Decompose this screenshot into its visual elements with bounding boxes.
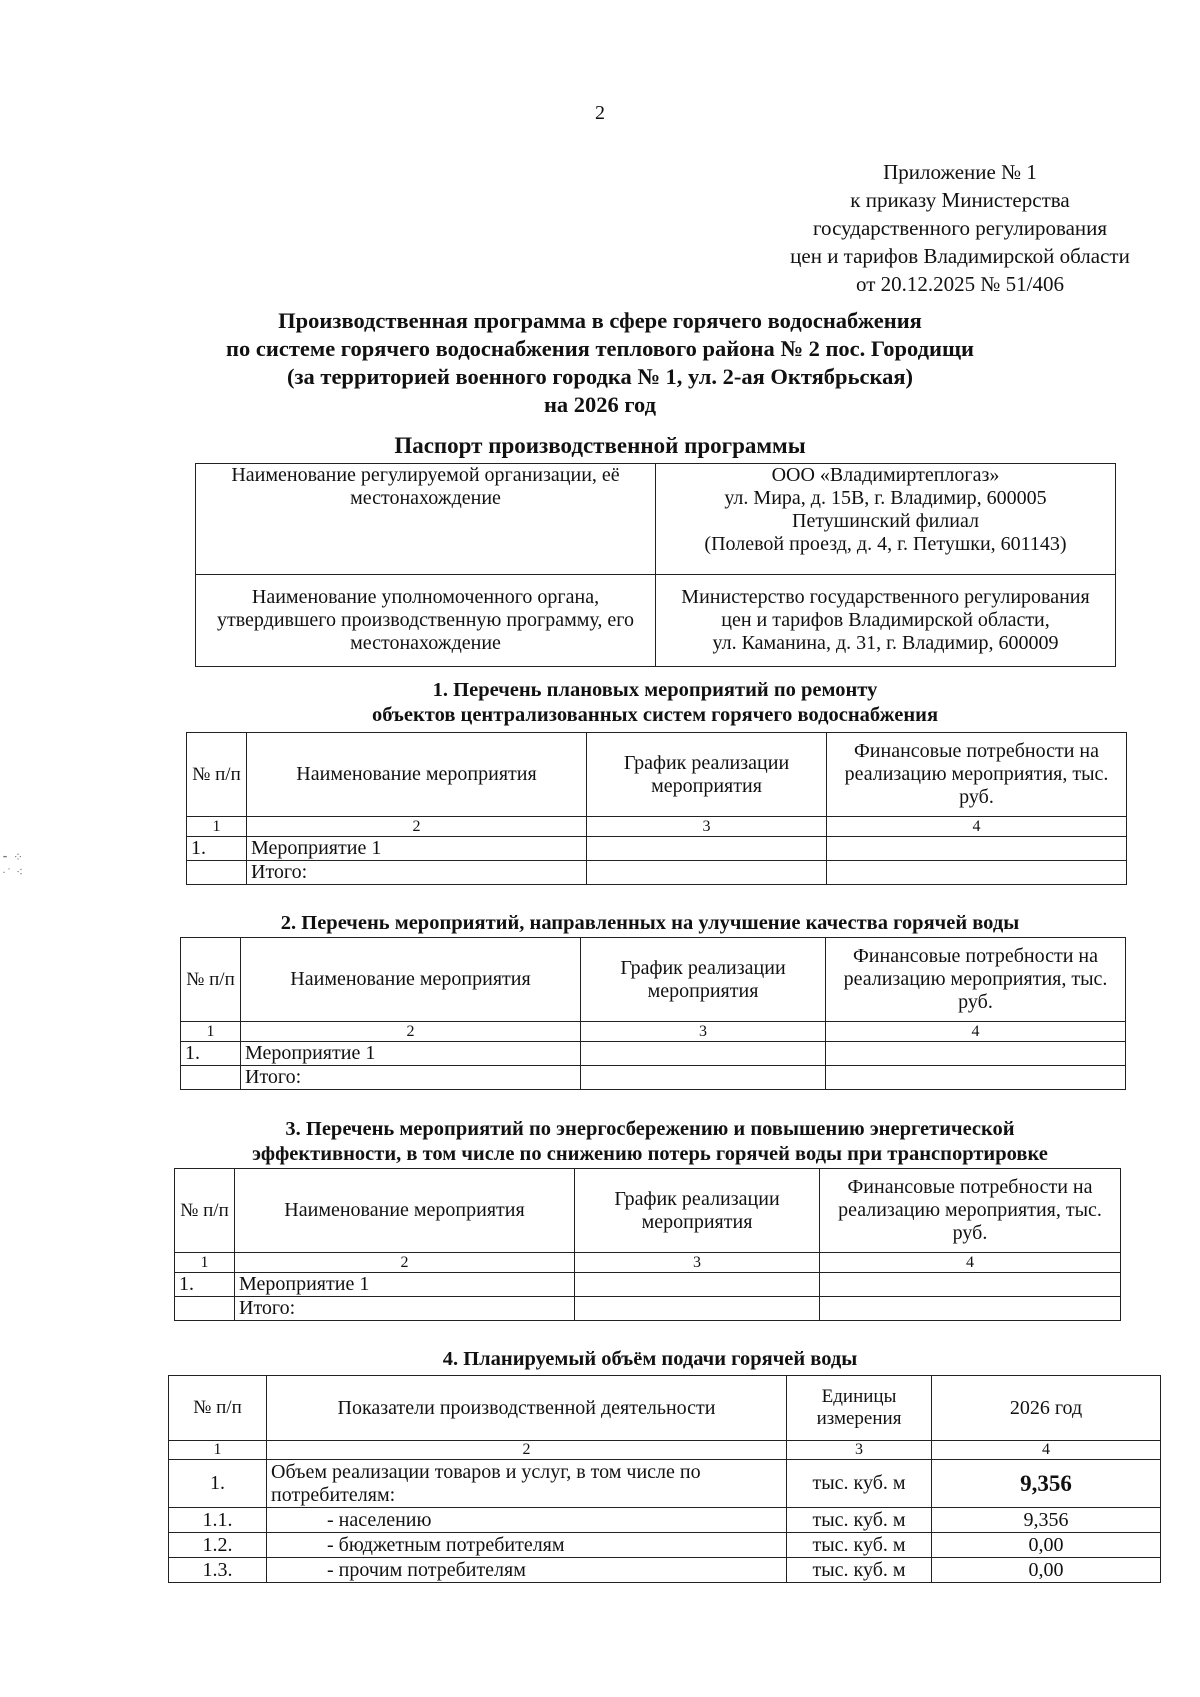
row-schedule	[587, 837, 827, 861]
passport-row	[196, 575, 1116, 667]
col-index: 4	[827, 817, 1127, 837]
col-header-finance: Финансовые потребности на реализацию мероприятия, тыс. руб.	[820, 1169, 1121, 1253]
col-index: 1	[169, 1441, 267, 1460]
passport-label: Наименование регулируемой организации, её местонахождение	[196, 464, 656, 575]
title-line: по системе горячего водоснабжения теплового района № 2 пос. Городищи	[226, 336, 974, 361]
section-title-line: 3. Перечень мероприятий по энергосбережению и повышению энергетической	[285, 1118, 1015, 1140]
table-header-row	[187, 733, 1127, 817]
row-value: 0,00	[932, 1558, 1161, 1583]
row-finance	[827, 861, 1127, 885]
row-finance	[820, 1297, 1121, 1321]
col-header-indicator: Показатели производственной деятельности	[267, 1376, 787, 1441]
row-schedule	[581, 1066, 826, 1090]
col-index: 2	[247, 817, 587, 837]
section-title-line: 2. Перечень мероприятий, направленных на улучшение качества горячей воды	[280, 912, 1020, 934]
row-schedule	[587, 861, 827, 885]
row-total-label: Итого:	[241, 1066, 581, 1090]
col-index: 3	[787, 1441, 932, 1460]
row-num: 1.2.	[169, 1533, 267, 1558]
row-unit: тыс. куб. м	[787, 1508, 932, 1533]
col-index: 3	[587, 817, 827, 837]
row-value: 9,356	[932, 1460, 1161, 1508]
col-header-name: Наименование мероприятия	[235, 1169, 575, 1253]
row-value: 9,356	[932, 1508, 1161, 1533]
appendix-header	[740, 158, 1180, 298]
col-index: 4	[826, 1022, 1126, 1042]
row-finance	[827, 837, 1127, 861]
passport-value-line: ул. Каманина, д. 31, г. Владимир, 600009	[712, 632, 1059, 654]
col-header-finance: Финансовые потребности на реализацию мероприятия, тыс. руб.	[827, 733, 1127, 817]
row-num	[175, 1297, 235, 1321]
row-total-label: Итого:	[235, 1297, 575, 1321]
title-line: Производственная программа в сфере горячего водоснабжения	[278, 308, 922, 333]
col-index: 2	[241, 1022, 581, 1042]
section-title-line: эффективности, в том числе по снижению потерь горячей воды при транспортировке	[252, 1143, 1048, 1165]
section-3-title	[150, 1117, 1150, 1167]
col-header-schedule: График реализации мероприятия	[575, 1169, 820, 1253]
row-schedule	[581, 1042, 826, 1066]
table-row	[169, 1533, 1161, 1558]
row-total-label: Итого:	[247, 861, 587, 885]
passport-value-line: ООО «Владимиртеплогаз»	[771, 464, 1000, 486]
passport-value-line: ул. Мира, д. 15В, г. Владимир, 600005	[724, 487, 1047, 509]
table-row	[169, 1558, 1161, 1583]
col-header-name: Наименование мероприятия	[247, 733, 587, 817]
col-header-unit: Единицы измерения	[787, 1376, 932, 1441]
col-index: 4	[820, 1253, 1121, 1273]
col-header-schedule: График реализации мероприятия	[581, 938, 826, 1022]
title-line: (за территорией военного городка № 1, ул. 2-ая Октябрьская)	[286, 364, 913, 389]
passport-label: Наименование уполномоченного органа, утвердившего производственную программу, его местонахождение	[196, 575, 656, 667]
col-index: 3	[575, 1253, 820, 1273]
title-line: на 2026 год	[543, 392, 657, 417]
col-header-year: 2026 год	[932, 1376, 1161, 1441]
col-index: 1	[175, 1253, 235, 1273]
row-schedule	[575, 1297, 820, 1321]
row-indicator: - бюджетным потребителям	[267, 1533, 787, 1558]
section-2-table	[180, 937, 1126, 1090]
appendix-line: государственного регулирования	[812, 216, 1108, 240]
row-num: 1.	[181, 1042, 241, 1066]
row-name: Мероприятие 1	[247, 837, 587, 861]
table-row	[169, 1460, 1161, 1508]
row-num: 1.	[187, 837, 247, 861]
table-header-row	[175, 1169, 1121, 1253]
table-row	[175, 1273, 1121, 1297]
section-4-table	[168, 1375, 1161, 1583]
table-header-row	[181, 938, 1126, 1022]
col-header-num: № п/п	[169, 1376, 267, 1441]
col-header-num: № п/п	[175, 1169, 235, 1253]
appendix-line: к приказу Министерства	[850, 188, 1070, 212]
column-index-row	[187, 817, 1127, 837]
row-unit: тыс. куб. м	[787, 1558, 932, 1583]
appendix-line: цен и тарифов Владимирской области	[790, 244, 1130, 268]
passport-value-line: Петушинский филиал	[792, 510, 979, 532]
row-indicator: - прочим потребителям	[267, 1558, 787, 1583]
col-header-name: Наименование мероприятия	[241, 938, 581, 1022]
row-finance	[826, 1042, 1126, 1066]
row-finance	[820, 1273, 1121, 1297]
row-name: Мероприятие 1	[241, 1042, 581, 1066]
section-title-line: 1. Перечень плановых мероприятий по ремонту	[432, 679, 878, 701]
passport-table	[195, 463, 1116, 667]
section-1-table	[186, 732, 1127, 885]
row-num	[181, 1066, 241, 1090]
col-header-schedule: График реализации мероприятия	[587, 733, 827, 817]
column-index-row	[175, 1253, 1121, 1273]
table-row	[187, 837, 1127, 861]
table-total-row	[175, 1297, 1121, 1321]
col-header-num: № п/п	[187, 733, 247, 817]
row-finance	[826, 1066, 1126, 1090]
passport-title: Паспорт производственной программы	[394, 433, 806, 458]
section-title-line: объектов централизованных систем горячего водоснабжения	[371, 704, 939, 726]
section-4-title: 4. Планируемый объём подачи горячей воды	[442, 1348, 858, 1370]
row-value: 0,00	[932, 1533, 1161, 1558]
passport-value-line: цен и тарифов Владимирской области,	[721, 609, 1050, 631]
appendix-line: Приложение № 1	[883, 160, 1037, 184]
col-header-finance: Финансовые потребности на реализацию мероприятия, тыс. руб.	[826, 938, 1126, 1022]
row-num: 1.	[169, 1460, 267, 1508]
row-num: 1.3.	[169, 1558, 267, 1583]
table-row	[169, 1508, 1161, 1533]
row-name: Мероприятие 1	[235, 1273, 575, 1297]
scan-artifact: ⁃ ⁘ ·˙ ⁖	[2, 850, 25, 879]
row-unit: тыс. куб. м	[787, 1533, 932, 1558]
col-index: 2	[235, 1253, 575, 1273]
col-index: 2	[267, 1441, 787, 1460]
col-index: 1	[187, 817, 247, 837]
passport-value	[656, 464, 1116, 575]
passport-value-line: (Полевой проезд, д. 4, г. Петушки, 601143)	[704, 533, 1067, 555]
col-index: 4	[932, 1441, 1161, 1460]
passport-row	[196, 464, 1116, 575]
table-header-row	[169, 1376, 1161, 1441]
row-num: 1.	[175, 1273, 235, 1297]
table-total-row	[181, 1066, 1126, 1090]
row-unit: тыс. куб. м	[787, 1460, 932, 1508]
section-1-title	[195, 678, 1115, 728]
col-index: 1	[181, 1022, 241, 1042]
row-indicator: - населению	[267, 1508, 787, 1533]
column-index-row	[169, 1441, 1161, 1460]
table-total-row	[187, 861, 1127, 885]
row-num	[187, 861, 247, 885]
row-num: 1.1.	[169, 1508, 267, 1533]
document-title	[160, 307, 1040, 419]
table-row	[181, 1042, 1126, 1066]
section-2-title	[150, 911, 1150, 936]
col-header-num: № п/п	[181, 938, 241, 1022]
page-number: 2	[595, 102, 605, 124]
column-index-row	[181, 1022, 1126, 1042]
passport-value-line: Министерство государственного регулирования	[681, 586, 1090, 608]
row-indicator: Объем реализации товаров и услуг, в том числе по потребителям:	[267, 1460, 787, 1508]
appendix-line: от 20.12.2025 № 51/406	[855, 272, 1065, 296]
col-index: 3	[581, 1022, 826, 1042]
row-schedule	[575, 1273, 820, 1297]
section-3-table	[174, 1168, 1121, 1321]
passport-value	[656, 575, 1116, 667]
